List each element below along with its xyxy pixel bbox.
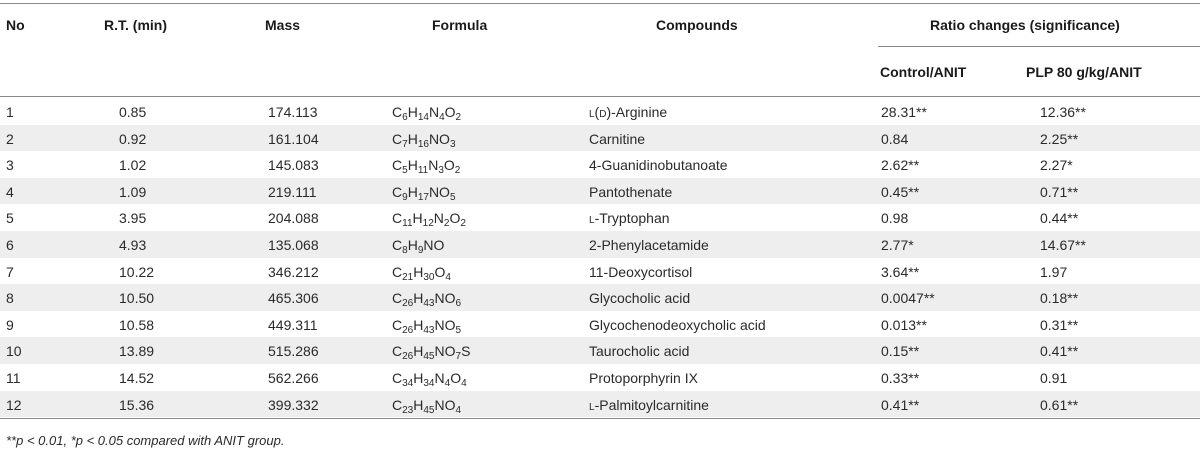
header-compounds: Compounds — [656, 17, 738, 33]
cell-formula — [392, 130, 456, 150]
header-control-anit: Control/ANIT — [880, 64, 967, 80]
cell-compound — [589, 343, 689, 359]
formula-element: C — [392, 130, 403, 147]
formula-element: C — [392, 183, 403, 200]
formula-subscript: 2 — [460, 218, 466, 230]
formula-subscript: 4 — [439, 112, 445, 123]
cell-rt: 10.58 — [119, 316, 155, 333]
cell-formula — [392, 210, 466, 230]
formula-element: H — [413, 370, 424, 386]
header-no: No — [6, 17, 25, 33]
cell-no: 11 — [6, 370, 21, 386]
formula-subscript: 6 — [402, 112, 408, 123]
formula-element: N — [428, 104, 440, 120]
formula-subscript: 5 — [449, 191, 456, 203]
cell-compound — [589, 264, 692, 280]
formula-element: C — [392, 237, 403, 253]
formula-subscript: 11 — [417, 165, 429, 177]
cell-mass: 346.212 — [268, 263, 319, 280]
cell-no: 8 — [6, 290, 14, 307]
formula-element: C — [392, 210, 403, 227]
formula-subscript: 2 — [443, 218, 450, 230]
formula-element: H — [407, 157, 418, 174]
compound-name: Glycocholic acid — [589, 290, 691, 307]
formula-element: NO — [434, 290, 456, 307]
formula-element: NO — [434, 396, 456, 413]
table-row — [0, 204, 1200, 231]
cell-formula — [392, 263, 451, 283]
formula-subscript: 7 — [455, 351, 462, 363]
table-row — [0, 258, 1200, 285]
cell-mass: 174.113 — [268, 104, 318, 120]
formula-subscript: 26 — [402, 324, 414, 336]
formula-subscript: 26 — [402, 351, 414, 363]
table-row — [0, 391, 1200, 418]
header-ratio-group: Ratio changes (significance) — [930, 17, 1120, 33]
formula-subscript: 16 — [417, 138, 429, 150]
formula-element: O — [434, 263, 446, 280]
formula-subscript: 4 — [455, 404, 462, 416]
formula-subscript: 34 — [423, 378, 435, 389]
formula-subscript: 9 — [417, 245, 424, 256]
formula-element: H — [413, 263, 424, 280]
cell-mass: 135.068 — [268, 237, 319, 253]
formula-subscript: 6 — [455, 298, 462, 310]
cell-mass: 449.311 — [268, 316, 318, 333]
formula-subscript: 43 — [423, 324, 435, 336]
formula-subscript: 4 — [461, 378, 467, 389]
formula-subscript: 17 — [417, 191, 429, 203]
formula-subscript: 23 — [402, 404, 414, 416]
compound-name: -Tryptophan — [594, 210, 670, 227]
table-row — [0, 337, 1200, 364]
cell-formula — [392, 290, 462, 310]
formula-element: O — [443, 157, 455, 174]
formula-subscript: 43 — [423, 298, 435, 310]
compound-stereo-prefix: l(d) — [589, 104, 612, 120]
formula-element: H — [413, 290, 424, 307]
cell-c2: 14.67** — [1040, 237, 1086, 253]
table-row — [0, 311, 1200, 338]
formula-subscript: 30 — [423, 271, 435, 283]
formula-element: C — [392, 290, 403, 307]
formula-element: O — [450, 370, 462, 386]
formula-element: H — [412, 210, 423, 227]
formula-subscript: 8 — [402, 245, 408, 256]
formula-element: NO — [423, 237, 445, 253]
cell-c1: 0.0047** — [881, 290, 935, 307]
formula-subscript: 45 — [423, 404, 435, 416]
formula-element: N — [433, 210, 444, 227]
formula-subscript: 3 — [449, 138, 456, 150]
cell-no: 3 — [6, 157, 14, 174]
formula-element: O — [444, 104, 456, 120]
compound-name: Carnitine — [589, 130, 646, 147]
cell-rt: 4.93 — [119, 237, 147, 253]
cell-c2: 0.41** — [1040, 343, 1079, 360]
cell-rt: 1.09 — [119, 183, 147, 200]
header-rt: R.T. (min) — [104, 17, 167, 33]
formula-subscript: 11 — [402, 218, 413, 230]
cell-compound — [589, 290, 690, 306]
formula-element: C — [392, 263, 403, 280]
cell-formula — [392, 237, 445, 256]
formula-element: NO — [434, 316, 456, 333]
cell-compound — [589, 397, 709, 413]
formula-subscript: 7 — [402, 138, 408, 150]
formula-element: H — [413, 396, 424, 413]
table-row — [0, 364, 1200, 391]
formula-element: C — [392, 370, 403, 386]
formula-subscript: 2 — [455, 112, 462, 123]
formula-subscript: 12 — [422, 218, 434, 230]
cell-formula — [392, 316, 462, 336]
cell-c2: 0.31** — [1040, 316, 1079, 333]
formula-element: H — [407, 104, 418, 120]
cell-c2: 0.61** — [1040, 396, 1079, 413]
compound-name: 11-Deoxycortisol — [589, 263, 693, 280]
cell-compound — [589, 104, 667, 120]
header-group-rule — [878, 46, 1200, 47]
cell-no: 12 — [6, 396, 22, 413]
cell-c1: 28.31** — [881, 104, 927, 120]
compound-stereo-prefix: l — [589, 210, 595, 227]
cell-mass: 145.083 — [268, 157, 319, 174]
compound-stereo-prefix: l — [589, 396, 595, 413]
table-row — [0, 151, 1200, 178]
cell-c1: 0.45** — [881, 183, 920, 200]
compound-name: Taurocholic acid — [589, 343, 690, 360]
cell-formula — [392, 396, 462, 416]
cell-mass: 161.104 — [268, 130, 319, 147]
cell-formula — [392, 370, 467, 389]
cell-compound — [589, 157, 728, 173]
cell-mass: 204.088 — [268, 210, 319, 227]
formula-element: C — [392, 157, 403, 174]
cell-c2: 0.71** — [1040, 183, 1079, 200]
cell-formula — [392, 104, 462, 123]
formula-subscript: 26 — [402, 298, 414, 310]
compound-name: Glycochenodeoxycholic acid — [589, 316, 766, 333]
cell-formula — [392, 343, 471, 363]
cell-c2: 0.91 — [1040, 370, 1068, 386]
cell-rt: 1.02 — [119, 157, 147, 174]
cell-rt: 13.89 — [119, 343, 155, 360]
cell-no: 2 — [6, 130, 14, 147]
formula-subscript: 34 — [402, 378, 414, 389]
header-formula: Formula — [432, 17, 488, 33]
cell-c1: 3.64** — [881, 263, 920, 280]
compound-name: -Palmitoylcarnitine — [594, 396, 709, 413]
compound-name: 2-Phenylacetamide — [589, 237, 709, 253]
cell-c1: 0.15** — [881, 343, 920, 360]
cell-mass: 562.266 — [268, 370, 319, 386]
cell-c1: 0.84 — [881, 130, 909, 147]
formula-element: C — [392, 396, 403, 413]
formula-subscript: 14 — [417, 112, 429, 123]
formula-element: C — [392, 316, 403, 333]
header-mass: Mass — [265, 17, 301, 33]
formula-element: H — [413, 316, 424, 333]
cell-rt: 15.36 — [119, 396, 155, 413]
formula-subscript: 9 — [402, 191, 408, 203]
formula-element: NO — [428, 130, 450, 147]
compound-name: -Arginine — [611, 104, 668, 120]
cell-no: 10 — [6, 343, 22, 360]
formula-subscript: 3 — [438, 165, 444, 177]
cell-mass: 399.332 — [268, 396, 319, 413]
cell-c2: 0.18** — [1040, 290, 1079, 307]
cell-compound — [589, 317, 766, 333]
formula-element: S — [461, 343, 471, 360]
cell-c1: 2.77* — [881, 237, 914, 253]
compound-name: Pantothenate — [589, 183, 673, 200]
formula-element: NO — [428, 183, 450, 200]
cell-compound — [589, 370, 698, 386]
cell-mass: 465.306 — [268, 290, 319, 307]
compound-name: 4-Guanidinobutanoate — [589, 157, 728, 174]
formula-element: H — [407, 130, 418, 147]
cell-formula — [392, 157, 461, 177]
cell-mass: 219.111 — [268, 183, 317, 200]
cell-c1: 2.62** — [881, 157, 920, 174]
formula-subscript: 5 — [455, 324, 462, 336]
cell-c1: 0.41** — [881, 396, 920, 413]
table-top-rule — [0, 3, 1200, 4]
cell-compound — [589, 131, 645, 147]
compound-name: Protoporphyrin IX — [589, 370, 698, 386]
formula-subscript: 45 — [423, 351, 435, 363]
cell-no: 6 — [6, 237, 14, 253]
formula-element: O — [449, 210, 461, 227]
formula-element: H — [413, 343, 424, 360]
cell-c1: 0.98 — [881, 210, 909, 227]
formula-subscript: 2 — [454, 165, 461, 177]
cell-c2: 2.27* — [1040, 157, 1073, 174]
table-bottom-rule — [0, 418, 1200, 419]
header-bottom-rule — [0, 96, 1200, 97]
cell-rt: 14.52 — [119, 370, 155, 386]
formula-element: NO — [434, 343, 456, 360]
header-plp-anit: PLP 80 g/kg/ANIT — [1026, 64, 1142, 80]
cell-no: 9 — [6, 316, 14, 333]
cell-no: 7 — [6, 263, 14, 280]
formula-element: H — [407, 183, 418, 200]
table-row — [0, 231, 1200, 258]
table-row — [0, 284, 1200, 311]
cell-compound — [589, 237, 709, 253]
formula-element: C — [392, 343, 403, 360]
cell-rt: 10.22 — [119, 263, 155, 280]
cell-no: 5 — [6, 210, 14, 227]
cell-no: 4 — [6, 183, 14, 200]
cell-c2: 12.36** — [1040, 104, 1086, 120]
table-row — [0, 178, 1200, 205]
table-footnote: **p < 0.01, *p < 0.05 compared with ANIT group. — [6, 433, 285, 448]
cell-rt: 0.92 — [119, 130, 147, 147]
cell-compound — [589, 210, 670, 226]
formula-subscript: 5 — [402, 165, 408, 177]
formula-subscript: 21 — [402, 271, 414, 283]
formula-element: H — [407, 237, 418, 253]
cell-mass: 515.286 — [268, 343, 319, 360]
formula-subscript: 4 — [445, 271, 451, 283]
cell-rt: 3.95 — [119, 210, 147, 227]
cell-formula — [392, 183, 456, 203]
formula-element: N — [434, 370, 445, 386]
cell-c1: 0.013** — [881, 316, 927, 333]
cell-compound — [589, 184, 672, 200]
cell-rt: 0.85 — [119, 104, 147, 120]
table-row — [0, 98, 1200, 125]
cell-c1: 0.33** — [881, 370, 920, 386]
cell-c2: 2.25** — [1040, 130, 1079, 147]
cell-c2: 0.44** — [1040, 210, 1079, 227]
table-row — [0, 125, 1200, 152]
formula-element: C — [392, 104, 403, 120]
formula-subscript: 4 — [444, 378, 451, 389]
cell-c2: 1.97 — [1040, 263, 1068, 280]
cell-rt: 10.50 — [119, 290, 155, 307]
formula-element: N — [428, 157, 439, 174]
cell-no: 1 — [6, 104, 14, 120]
